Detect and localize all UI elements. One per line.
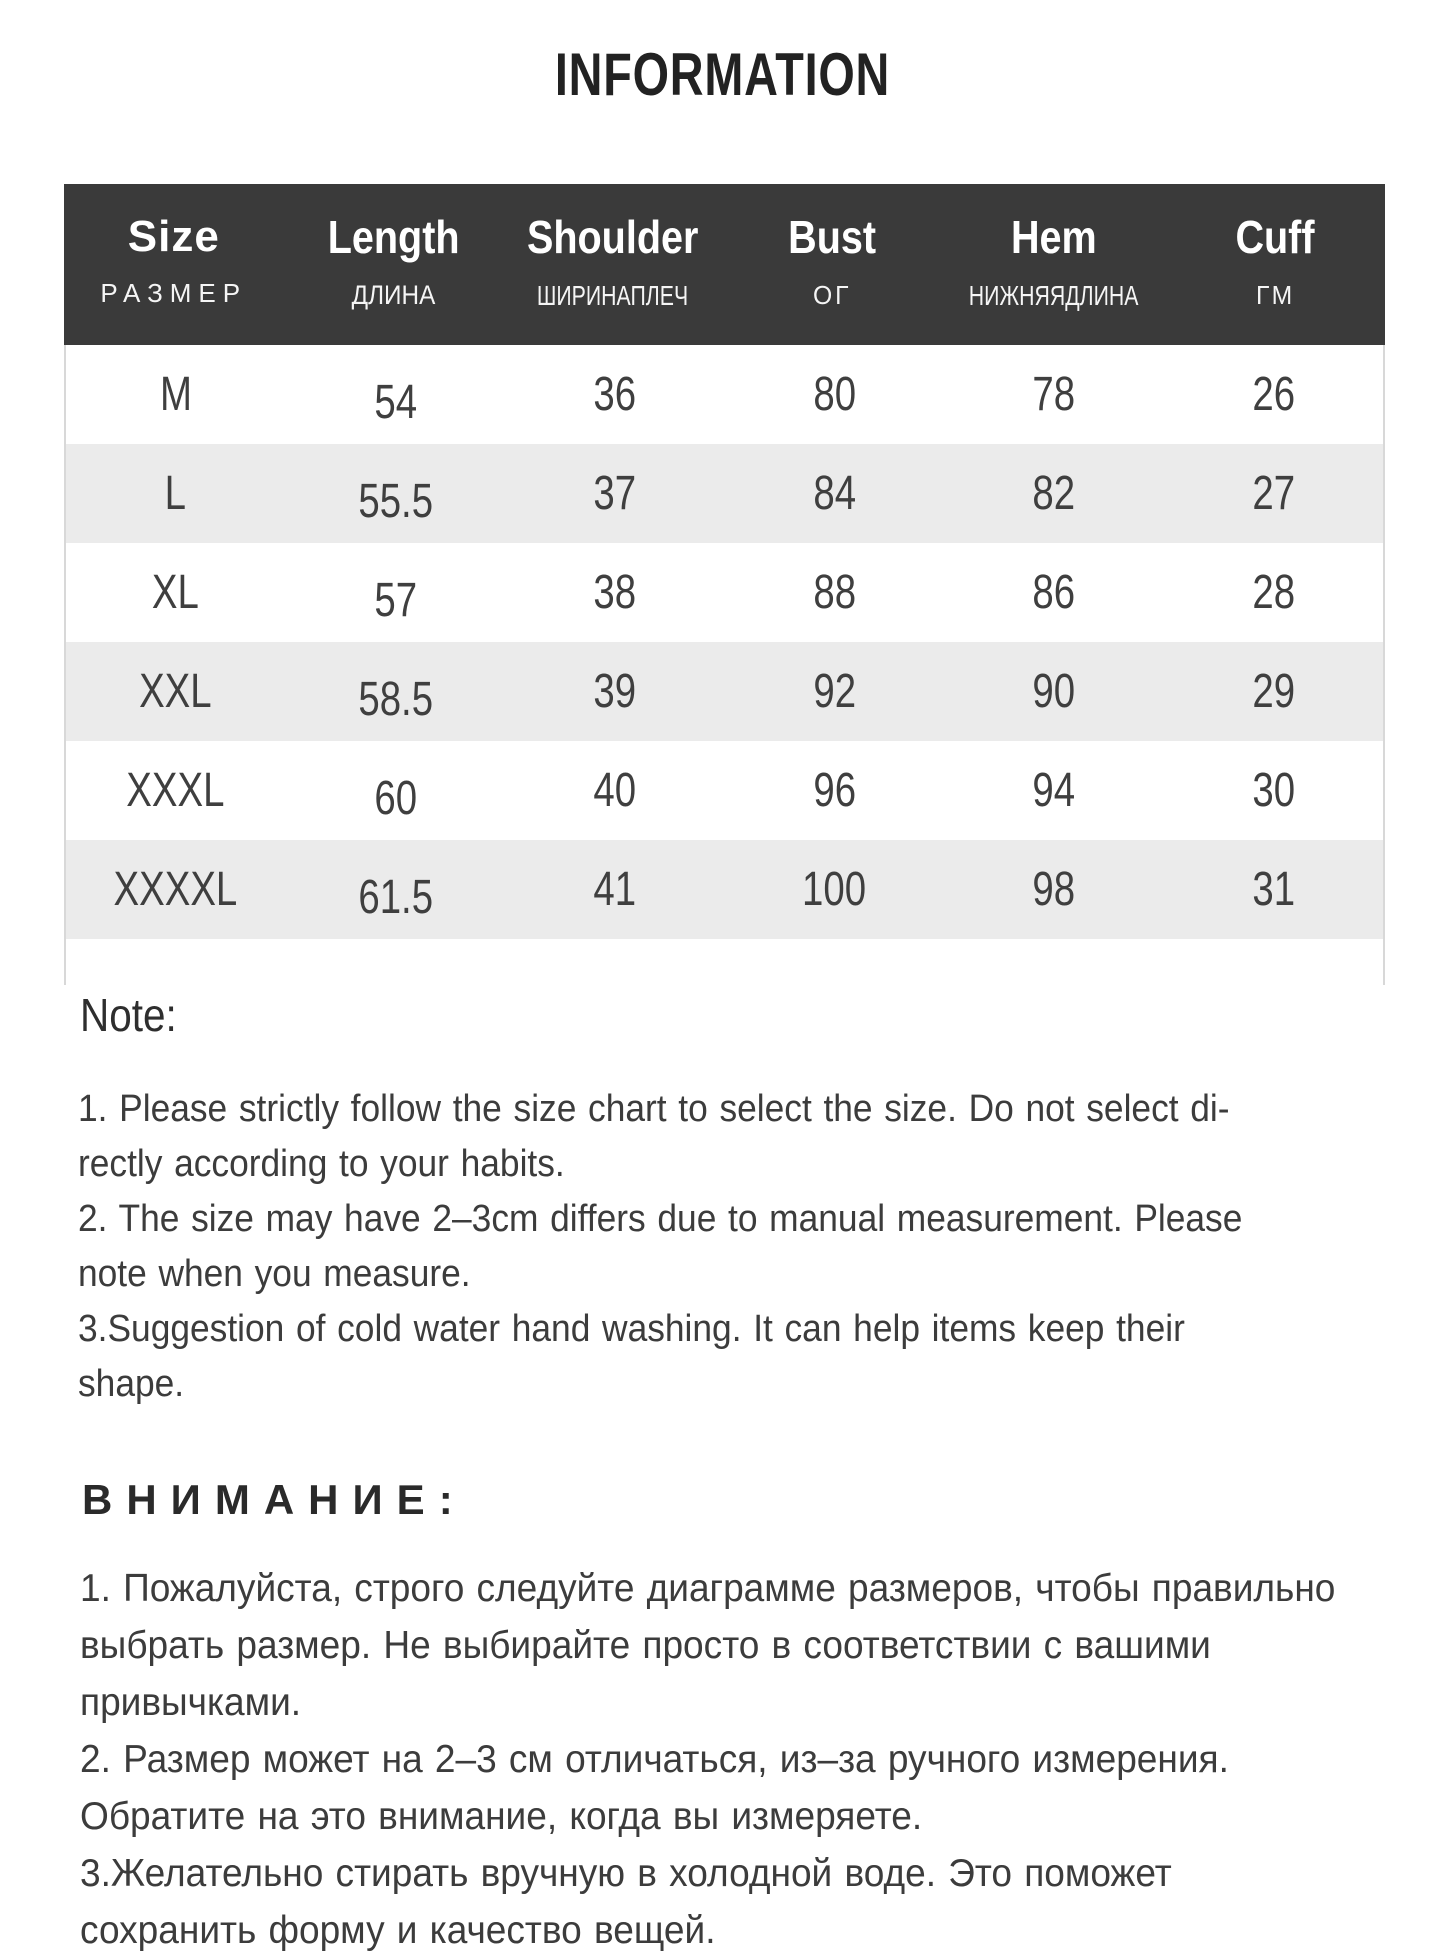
hem-cell: 86: [1032, 566, 1076, 619]
attention-heading: ВНИМАНИЕ:: [82, 1476, 467, 1523]
length-cell: 61.5: [357, 871, 433, 924]
shoulder-cell: 36: [593, 368, 637, 421]
cuff-cell: 28: [1251, 566, 1295, 619]
shoulder-cell: 37: [593, 467, 637, 520]
cuff-cell: 27: [1251, 467, 1295, 520]
cuff-cell: 26: [1251, 368, 1295, 421]
column-sublabel: НИЖНЯЯДЛИНА: [968, 279, 1139, 311]
table-row-xxxxl: [66, 840, 1383, 939]
column-label: Bust: [788, 211, 877, 263]
column-header-shoulder: [503, 184, 723, 345]
column-label: Shoulder: [527, 210, 699, 263]
note-line: shape.: [78, 1363, 185, 1405]
column-header-hem: [942, 184, 1165, 345]
note-line: 3.Suggestion of cold water hand washing. It can help items keep their: [78, 1308, 1185, 1350]
column-label: Hem: [1010, 210, 1097, 263]
column-sublabel: ДЛИНА: [351, 280, 436, 310]
bust-cell: 100: [802, 863, 867, 916]
size-table-header: [64, 184, 1385, 345]
note-line: rectly according to your habits.: [78, 1143, 565, 1185]
bust-cell: 96: [812, 764, 856, 817]
column-sublabel: ШИРИНАПЛЕЧ: [537, 279, 689, 311]
column-header-bust: [723, 184, 943, 345]
size-cell: L: [165, 467, 187, 520]
column-header-length: [284, 184, 504, 345]
note-line: Обратите на это внимание, когда вы измеряете.: [80, 1795, 923, 1838]
note-line: 1. Please strictly follow the size chart to select the size. Do not select di-: [78, 1088, 1230, 1130]
size-cell: XXXL: [126, 764, 225, 817]
hem-cell: 98: [1032, 863, 1076, 916]
shoulder-cell: 39: [593, 665, 637, 718]
size-table-body: [64, 345, 1385, 985]
column-label: Length: [327, 211, 460, 263]
shoulder-cell: 40: [593, 764, 637, 817]
note-line: привычками.: [80, 1681, 302, 1724]
bust-cell: 92: [812, 665, 856, 718]
note-line: 1. Пожалуйста, строго следуйте диаграмме размеров, чтобы правильно: [80, 1567, 1336, 1610]
note-line: 2. Размер может на 2–3 см отличаться, из–за ручного измерения.: [80, 1738, 1229, 1781]
note-russian-block: [80, 1560, 1440, 1959]
cuff-cell: 30: [1251, 764, 1295, 817]
hem-cell: 90: [1032, 665, 1076, 718]
hem-cell: 78: [1032, 368, 1076, 421]
length-cell: 55.5: [357, 475, 433, 528]
column-sublabel: ОГ: [813, 280, 852, 310]
note-line: 3.Желательно стирать вручную в холодной воде. Это поможет: [80, 1852, 1172, 1895]
column-sublabel: РАЗМЕР: [100, 278, 248, 308]
column-header-size: [64, 184, 284, 345]
note-line: 2. The size may have 2–3cm differs due to manual measurement. Please: [78, 1198, 1243, 1240]
shoulder-cell: 38: [593, 566, 637, 619]
page-title: INFORMATION: [554, 41, 891, 108]
length-cell: 57: [373, 574, 417, 627]
length-cell: 60: [373, 772, 417, 825]
table-row-xl: [66, 543, 1383, 642]
table-row-xxl: [66, 642, 1383, 741]
length-cell: 54: [373, 376, 417, 429]
size-cell: M: [159, 368, 192, 421]
column-header-cuff: [1165, 184, 1385, 345]
note-english-block: [78, 1082, 1438, 1412]
hem-cell: 94: [1032, 764, 1076, 817]
shoulder-cell: 41: [593, 863, 637, 916]
note-heading: Note:: [80, 989, 177, 1041]
cuff-cell: 29: [1251, 665, 1295, 718]
bust-cell: 80: [812, 368, 856, 421]
column-label: Size: [127, 212, 220, 261]
table-row-m: [66, 345, 1383, 444]
length-cell: 58.5: [357, 673, 433, 726]
column-sublabel: ГМ: [1255, 280, 1295, 310]
note-line: note when you measure.: [78, 1253, 471, 1295]
note-line: выбрать размер. Не выбирайте просто в соответствии с вашими: [80, 1624, 1211, 1667]
size-cell: XXL: [139, 665, 213, 718]
bust-cell: 84: [812, 467, 856, 520]
table-row-l: [66, 444, 1383, 543]
table-row-xxxl: [66, 741, 1383, 840]
size-table: [64, 184, 1385, 985]
size-cell: XXXXL: [113, 863, 238, 916]
hem-cell: 82: [1032, 467, 1076, 520]
size-cell: XL: [152, 566, 200, 619]
column-label: Cuff: [1235, 211, 1315, 263]
note-line: сохранить форму и качество вещей.: [80, 1909, 716, 1952]
cuff-cell: 31: [1251, 863, 1295, 916]
bust-cell: 88: [812, 566, 856, 619]
